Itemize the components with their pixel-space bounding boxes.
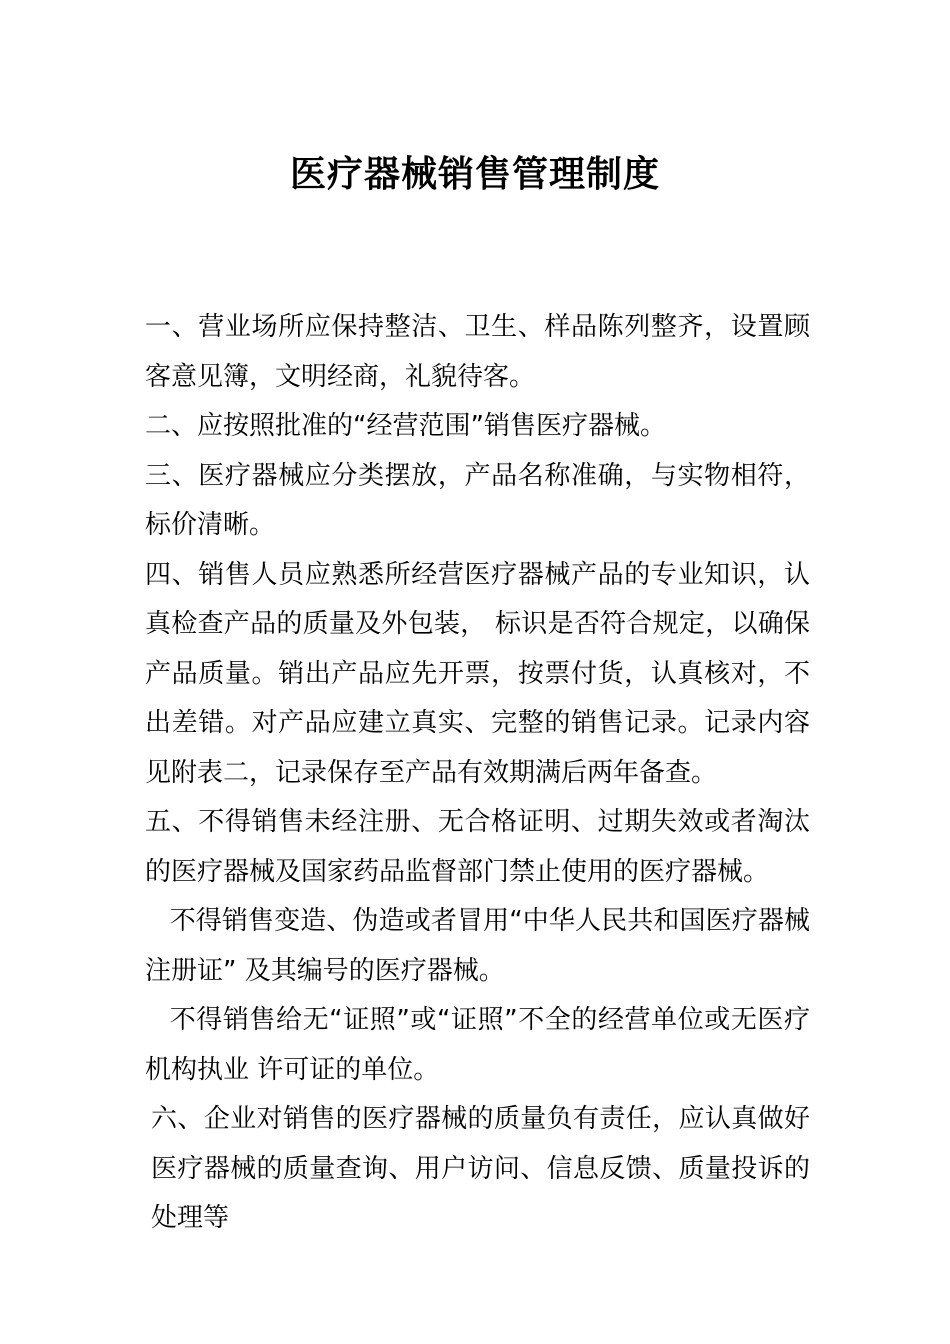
paragraph-6: 六、企业对销售的医疗器械的质量负有责任，应认真做好医疗器械的质量查询、用户访问、信息反馈、质量投诉的处理等 xyxy=(151,1104,810,1233)
paragraph-5: 五、不得销售未经注册、无合格证明、过期失效或者淘汰的医疗器械及国家药品监督部门禁止使用的医疗器械。 xyxy=(145,807,810,887)
document-body xyxy=(145,303,810,1244)
paragraph-5-sub-2: 不得销售给无“证照”或“证照”不全的经营单位或无医疗机构执业 许可证的单位。 xyxy=(145,1005,810,1085)
document-title: 医疗器械销售管理制度 xyxy=(289,154,660,196)
paragraph-4: 四、销售人员应熟悉所经营医疗器械产品的专业知识，认真检查产品的质量及外包装， 标识是否符合规定，以确保产品质量。销出产品应先开票，按票付货，认真核对，不出差错。对产品应建立真实、完整的销售记录。记录内容见附表二，记录保存至产品有效期满后两年备查。 xyxy=(145,559,810,788)
paragraph-5-sub-1: 不得销售变造、伪造或者冒用“中华人民共和国医疗器械注册证” 及其编号的医疗器械。 xyxy=(145,906,810,986)
paragraph-1: 一、营业场所应保持整洁、卫生、样品陈列整齐，设置顾客意见簿，文明经商，礼貌待客。 xyxy=(145,312,810,392)
paragraph-2: 二、应按照批准的“经营范围”销售医疗器械。 xyxy=(145,411,666,441)
paragraph-3: 三、医疗器械应分类摆放，产品名称准确，与实物相符，标价清晰。 xyxy=(145,460,810,540)
